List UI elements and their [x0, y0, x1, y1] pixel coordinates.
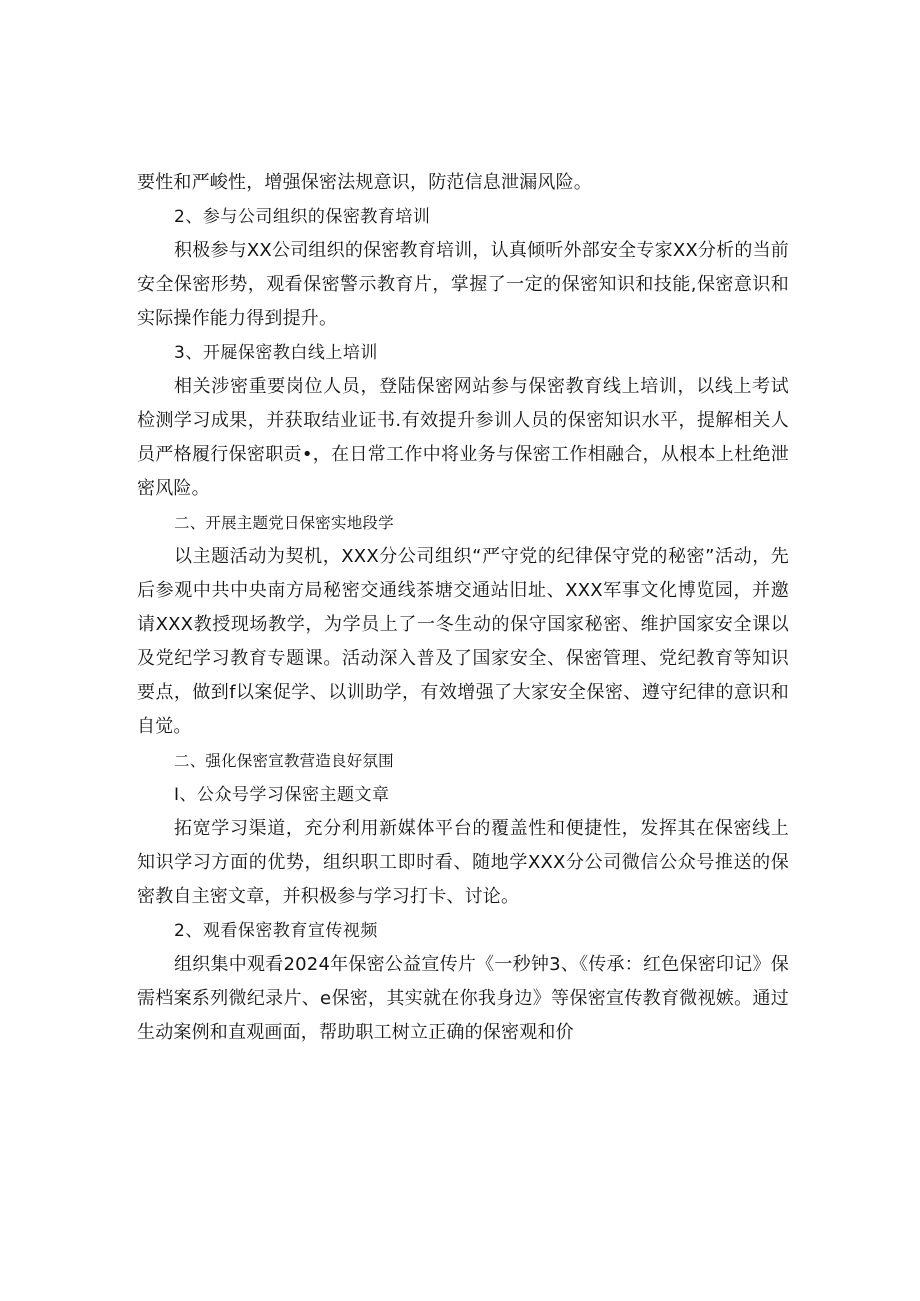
subheading-online-training: 3、开屣保密教白线上培训 — [174, 343, 378, 363]
paragraph-official-account: 拓宽学习渠道，充分利用新媒体平台的覆盖性和便捷性，发挥其在保密线上知识学习方面的优势，组织职工即时看、随地学XXX分公司微信公众号推送的保密教自主密文章，并积极参与学习打卡、讨论。 — [137, 818, 789, 907]
paragraph-party-day: 以主题活动为契机，XXX分公司组织“严守党的纪律保守党的秘密”活动，先后参观中共中央南方局秘密交通线茶塘交通站旧址、XXX军事文化博览园，并邀请XXX教授现场教学，为学员上了一冬生动的保守国家秘密、维护国家安全课以及党纪学习教育专题课。活动深入普及了国家安全、保密管理、党纪教育等知识要点，做到f以案促学、以训助学，有效增强了大家安全保密、遵守纪律的意识和自觉。 — [137, 546, 789, 737]
subheading-official-account: I、公众号学习保密主题文章 — [174, 785, 390, 805]
section-heading-party-day: 二、开展主题党日保密实地段学 — [174, 514, 394, 532]
subheading-videos: 2、观看保密教育宣传视频 — [174, 921, 378, 941]
subheading-training: 2、参与公司组织的保密教育培训 — [174, 207, 431, 227]
paragraph-continued: 要性和严峻性，增强保密法规意识，防范信息泄漏风险。 — [137, 172, 592, 193]
paragraph-videos: 组织集中观看2024年保密公益宣传片《一秒钟3、《传承：红色保密印记》保需档案系列微纪录片、e保密，其实就在你我身边》等保密宣传教育微视嫉。通过生动案例和直观画面，帮助职工树立正确的保密观和价 — [137, 954, 789, 1043]
paragraph-online-training: 相关涉密重要岗位人员，登陆保密网站参与保密教育线上培训，以线上考试检测学习成果，并获取结业证书.有效提升参训人员的保密知识水平，提解相关人员严格履行保密职贡•，在日常工作中将业务与保密工作相融合，从根本上杜绝泄密风险。 — [137, 376, 789, 499]
section-heading-publicity: 二、强化保密宣教营造良好氛围 — [174, 752, 394, 770]
paragraph-training: 积极参与XX公司组织的保密教育培训，认真倾听外部安全专家XX分析的当前安全保密形势，观看保密警示教育片，掌握了一定的保密知识和技能,保密意识和实际操作能力得到提升。 — [137, 240, 789, 329]
document-body — [137, 166, 789, 1050]
